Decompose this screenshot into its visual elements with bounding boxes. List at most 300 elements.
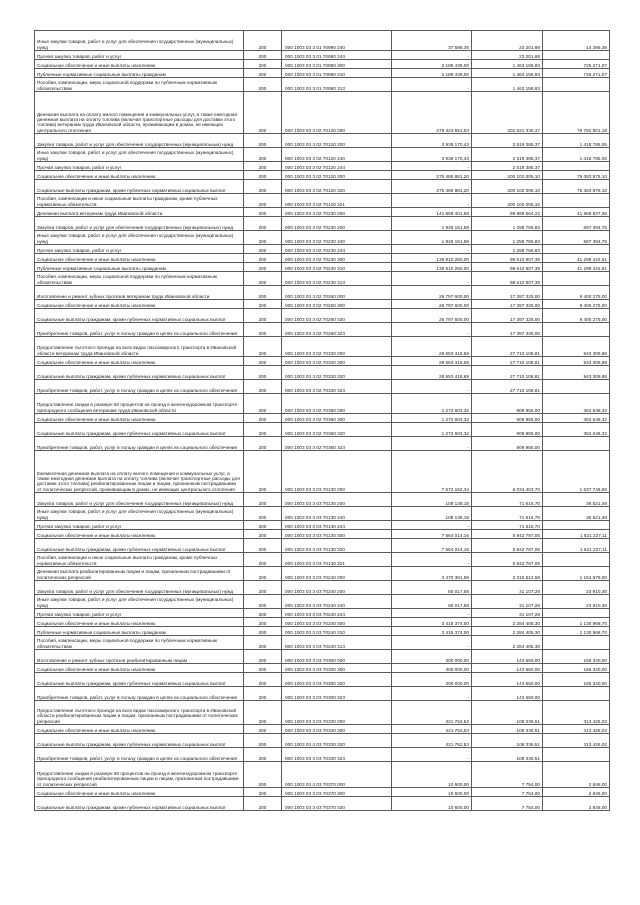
- row-rest-cell: 362 648,32: [543, 423, 610, 437]
- row-code-cell: 200: [244, 734, 282, 748]
- table-row: [35, 507, 610, 521]
- row-kbk-cell: 000 1003 03 3 01 70990 244: [282, 51, 392, 60]
- row-code-cell: 200: [244, 380, 282, 394]
- row-code-cell: 200: [244, 60, 282, 69]
- table-row: [35, 171, 610, 180]
- table-row: [35, 194, 610, 208]
- row-rest-cell: 156 340,00: [543, 650, 610, 664]
- row-rest-cell: 362 648,32: [543, 394, 610, 414]
- table-row: [35, 673, 610, 687]
- row-name-cell: Прочая закупка товаров, работ и услуг: [35, 245, 244, 254]
- row-name-cell: Иные закупки товаров, работ и услуг для обеспечения государственных (муниципальных) нужд: [35, 507, 244, 521]
- row-exec-cell: 1 463 158,93: [472, 69, 543, 78]
- table-row: [35, 725, 610, 734]
- table-row: [35, 254, 610, 263]
- row-kbk-cell: 000 1003 03 3 02 70360 320: [282, 423, 392, 437]
- row-name-cell: Приобретение товаров, работ, услуг в пользу граждан в целях их социального обеспечения: [35, 437, 244, 451]
- row-plan-cell: 10 600,00: [392, 797, 472, 811]
- row-kbk-cell: 000 1003 03 3 02 70120 240: [282, 148, 392, 162]
- row-code-cell: 200: [244, 217, 282, 231]
- row-kbk-cell: 000 1003 03 3 02 70260 320: [282, 309, 392, 323]
- row-plan-cell: 1 946 151,58: [392, 231, 472, 245]
- row-exec-cell: 27 710 108,81: [472, 380, 543, 394]
- row-name-cell: Прочая закупка товаров, работ и услуг: [35, 521, 244, 530]
- row-kbk-cell: 000 1003 03 3 03 70300 000: [282, 650, 392, 664]
- row-rest-cell: 9 400 275,00: [543, 300, 610, 309]
- row-name-cell: Социальные выплаты гражданам, кроме публичных нормативных социальных выплат: [35, 673, 244, 687]
- row-rest-cell: 41 968 837,36: [543, 208, 610, 217]
- row-plan-cell: 3 415 374,00: [392, 627, 472, 636]
- row-rest-cell: 2 846,00: [543, 788, 610, 797]
- row-kbk-cell: 000 1003 03 3 02 70230 200: [282, 217, 392, 231]
- row-code-cell: 200: [244, 171, 282, 180]
- row-plan-cell: 108 138,18: [392, 507, 472, 521]
- table-row: [35, 762, 610, 788]
- table-row: [35, 451, 610, 493]
- row-exec-cell: 7 754,00: [472, 788, 543, 797]
- row-code-cell: 200: [244, 650, 282, 664]
- row-code-cell: 200: [244, 423, 282, 437]
- row-exec-cell: 909 955,00: [472, 437, 543, 451]
- row-code-cell: 200: [244, 664, 282, 673]
- row-code-cell: 200: [244, 245, 282, 254]
- table-row: [35, 31, 610, 51]
- row-name-cell: Пособия, компенсации, меры социальной поддержки по публичным нормативным обязательствам: [35, 636, 244, 650]
- row-exec-cell: 17 397 325,00: [472, 309, 543, 323]
- row-exec-cell: 200 102 005,10: [472, 194, 543, 208]
- table-row: [35, 627, 610, 636]
- row-exec-cell: 98 610 807,39: [472, 272, 543, 286]
- row-code-cell: 200: [244, 254, 282, 263]
- row-kbk-cell: 000 1003 03 3 03 70300 300: [282, 664, 392, 673]
- row-kbk-cell: 000 1003 03 3 03 70240 240: [282, 595, 392, 609]
- row-rest-cell: 14 386,38: [543, 31, 610, 51]
- row-plan-cell: 28 653 418,69: [392, 366, 472, 380]
- row-plan-cell: -: [392, 245, 472, 254]
- table-row: [35, 734, 610, 748]
- row-name-cell: Публичные нормативные социальные выплаты гражданам: [35, 69, 244, 78]
- row-name-cell: Социальное обеспечение и иные выплаты населению: [35, 618, 244, 627]
- row-plan-cell: -: [392, 437, 472, 451]
- row-kbk-cell: 000 1003 03 3 03 70330 300: [282, 725, 392, 734]
- row-plan-cell: 2 189 439,00: [392, 69, 472, 78]
- row-name-cell: Иные закупки товаров, работ и услуг для обеспечения государственных (муниципальных) нужд: [35, 148, 244, 162]
- table-row: [35, 337, 610, 357]
- row-code-cell: 200: [244, 69, 282, 78]
- table-row: [35, 309, 610, 323]
- row-name-cell: Закупка товаров, работ и услуг для обеспечения государственных (муниципальных) нужд: [35, 217, 244, 231]
- row-code-cell: 200: [244, 539, 282, 553]
- row-code-cell: 200: [244, 748, 282, 762]
- row-rest-cell: 41 299 442,61: [543, 254, 610, 263]
- row-name-cell: Прочая закупка товаров, работ и услуг: [35, 609, 244, 618]
- row-name-cell: Социальное обеспечение и иные выплаты населению: [35, 357, 244, 366]
- row-exec-cell: 31 107,28: [472, 595, 543, 609]
- row-plan-cell: 300 000,00: [392, 650, 472, 664]
- row-kbk-cell: 000 1003 03 3 02 70120 000: [282, 92, 392, 134]
- row-exec-cell: 2 519 385,37: [472, 162, 543, 171]
- row-kbk-cell: 000 1003 03 3 03 70130 200: [282, 493, 392, 507]
- row-exec-cell: 2 519 385,37: [472, 134, 543, 148]
- row-plan-cell: 55 017,58: [392, 581, 472, 595]
- row-code-cell: 200: [244, 581, 282, 595]
- row-name-cell: Приобретение товаров, работ, услуг в пользу граждан в целях их социального обеспечения: [35, 380, 244, 394]
- row-rest-cell: 313 426,02: [543, 701, 610, 725]
- table-row: [35, 553, 610, 567]
- row-code-cell: 200: [244, 797, 282, 811]
- row-code-cell: 200: [244, 148, 282, 162]
- row-exec-cell: 1 258 756,83: [472, 231, 543, 245]
- row-exec-cell: 98 610 807,39: [472, 254, 543, 263]
- row-rest-cell: 1 621 227,11: [543, 530, 610, 539]
- row-plan-cell: 275 486 881,20: [392, 180, 472, 194]
- row-kbk-cell: 000 1003 03 3 02 70230 300: [282, 254, 392, 263]
- row-name-cell: Социальные выплаты гражданам, кроме публичных нормативных социальных выплат: [35, 180, 244, 194]
- row-kbk-cell: 000 1003 03 3 03 70370 320: [282, 797, 392, 811]
- row-plan-cell: 275 486 881,20: [392, 171, 472, 180]
- row-rest-cell: [543, 194, 610, 208]
- table-row: [35, 323, 610, 337]
- table-row: [35, 788, 610, 797]
- row-name-cell: Социальные выплаты гражданам, кроме публичных нормативных социальных выплат: [35, 423, 244, 437]
- row-kbk-cell: 000 1003 03 3 03 70330 320: [282, 734, 392, 748]
- row-plan-cell: 28 653 418,69: [392, 357, 472, 366]
- row-rest-cell: 2 846,00: [543, 762, 610, 788]
- row-code-cell: 200: [244, 162, 282, 171]
- row-exec-cell: 31 107,28: [472, 581, 543, 595]
- row-name-cell: Социальные выплаты гражданам, кроме публичных нормативных социальных выплат: [35, 309, 244, 323]
- row-rest-cell: 41 299 442,61: [543, 263, 610, 272]
- row-rest-cell: 726 271,07: [543, 69, 610, 78]
- row-rest-cell: 1 637 748,59: [543, 451, 610, 493]
- row-exec-cell: 1 258 756,83: [472, 245, 543, 254]
- row-kbk-cell: 000 1003 03 3 02 70120 321: [282, 194, 392, 208]
- row-name-cell: Изготовление и ремонт зубных протезов реабилитированным лицам: [35, 650, 244, 664]
- row-rest-cell: [543, 162, 610, 171]
- row-code-cell: 200: [244, 725, 282, 734]
- row-name-cell: Иные закупки товаров, работ и услуг для обеспечения государственных (муниципальных) нужд: [35, 231, 244, 245]
- table-row: [35, 701, 610, 725]
- row-rest-cell: [543, 380, 610, 394]
- row-exec-cell: 6 034 403,70: [472, 451, 543, 493]
- row-kbk-cell: 000 1003 03 3 03 70130 300: [282, 530, 392, 539]
- row-code-cell: 200: [244, 673, 282, 687]
- row-plan-cell: 7 672 152,34: [392, 451, 472, 493]
- table-row: [35, 664, 610, 673]
- row-name-cell: Социальное обеспечение и иные выплаты населению: [35, 664, 244, 673]
- row-plan-cell: 26 797 600,00: [392, 309, 472, 323]
- row-exec-cell: 5 942 787,05: [472, 539, 543, 553]
- row-code-cell: 200: [244, 78, 282, 92]
- row-exec-cell: 200 102 005,10: [472, 180, 543, 194]
- table-row: [35, 595, 610, 609]
- row-kbk-cell: 000 1003 03 3 02 70120 200: [282, 134, 392, 148]
- table-row: [35, 539, 610, 553]
- row-rest-cell: [543, 323, 610, 337]
- row-kbk-cell: 000 1003 03 3 02 70230 313: [282, 272, 392, 286]
- row-exec-cell: 23 201,98: [472, 51, 543, 60]
- row-exec-cell: 7 754,00: [472, 797, 543, 811]
- row-plan-cell: 37 588,36: [392, 31, 472, 51]
- row-code-cell: 200: [244, 180, 282, 194]
- row-plan-cell: 10 600,00: [392, 788, 472, 797]
- row-rest-cell: [543, 609, 610, 618]
- row-rest-cell: [543, 521, 610, 530]
- row-name-cell: Закупка товаров, работ и услуг для обеспечения государственных (муниципальных) нужд: [35, 134, 244, 148]
- row-name-cell: Социальные выплаты гражданам, кроме публичных нормативных социальных выплат: [35, 797, 244, 811]
- row-kbk-cell: 000 1003 03 3 02 70120 300: [282, 171, 392, 180]
- row-code-cell: 200: [244, 788, 282, 797]
- row-plan-cell: 1 272 603,32: [392, 394, 472, 414]
- row-kbk-cell: 000 1003 03 3 02 70230 310: [282, 263, 392, 272]
- row-kbk-cell: 000 1003 03 3 03 70370 000: [282, 762, 392, 788]
- row-name-cell: Пособия, компенсации, меры социальной поддержки по публичным нормативным обязательствам: [35, 272, 244, 286]
- row-plan-cell: -: [392, 194, 472, 208]
- row-kbk-cell: 000 1003 03 3 02 70320 300: [282, 357, 392, 366]
- row-code-cell: 200: [244, 31, 282, 51]
- row-exec-cell: 909 955,00: [472, 394, 543, 414]
- row-plan-cell: -: [392, 162, 472, 171]
- row-plan-cell: 10 600,00: [392, 762, 472, 788]
- table-row: [35, 636, 610, 650]
- row-exec-cell: 108 336,51: [472, 725, 543, 734]
- row-code-cell: 200: [244, 507, 282, 521]
- table-row: [35, 51, 610, 60]
- row-rest-cell: 1 154 879,00: [543, 567, 610, 581]
- row-exec-cell: 5 942 787,05: [472, 530, 543, 539]
- row-code-cell: 200: [244, 521, 282, 530]
- table-row: [35, 180, 610, 194]
- row-code-cell: 200: [244, 208, 282, 217]
- row-kbk-cell: 000 1003 03 3 02 70230 244: [282, 245, 392, 254]
- row-kbk-cell: 000 1003 03 3 03 70130 321: [282, 553, 392, 567]
- table-row: [35, 148, 610, 162]
- row-exec-cell: 31 107,28: [472, 609, 543, 618]
- row-exec-cell: 71 616,70: [472, 521, 543, 530]
- row-name-cell: Социальные выплаты гражданам, кроме публичных нормативных социальных выплат: [35, 734, 244, 748]
- row-exec-cell: 2 284 405,30: [472, 618, 543, 627]
- row-exec-cell: 27 710 108,81: [472, 357, 543, 366]
- row-rest-cell: 75 383 876,10: [543, 171, 610, 180]
- row-plan-cell: -: [392, 272, 472, 286]
- row-kbk-cell: 000 1003 03 3 03 70300 323: [282, 687, 392, 701]
- row-exec-cell: 17 397 325,00: [472, 286, 543, 300]
- row-plan-cell: 1 272 603,32: [392, 414, 472, 423]
- row-code-cell: 200: [244, 627, 282, 636]
- table-row: [35, 394, 610, 414]
- row-kbk-cell: 000 1003 03 3 03 70240 300: [282, 618, 392, 627]
- table-row: [35, 797, 610, 811]
- row-code-cell: 200: [244, 618, 282, 627]
- table-row: [35, 78, 610, 92]
- row-plan-cell: 1 946 151,58: [392, 217, 472, 231]
- table-row: [35, 286, 610, 300]
- row-exec-cell: 27 710 108,81: [472, 337, 543, 357]
- row-kbk-cell: 000 1003 03 3 03 70330 000: [282, 701, 392, 725]
- row-exec-cell: 98 610 807,39: [472, 263, 543, 272]
- row-code-cell: 200: [244, 286, 282, 300]
- row-code-cell: 200: [244, 231, 282, 245]
- row-plan-cell: 421 762,53: [392, 701, 472, 725]
- row-exec-cell: 108 336,51: [472, 701, 543, 725]
- row-code-cell: 200: [244, 323, 282, 337]
- row-name-cell: Предоставление льготного проезда на всех видах пассажирского транспорта в Ивановской области реабилитированным лицам и лицам, признанным пострадавшими от политических репрессий: [35, 701, 244, 725]
- row-code-cell: 200: [244, 414, 282, 423]
- row-rest-cell: [543, 78, 610, 92]
- row-exec-cell: 1 258 756,83: [472, 217, 543, 231]
- row-rest-cell: 687 394,75: [543, 217, 610, 231]
- row-code-cell: 200: [244, 134, 282, 148]
- table-row: [35, 300, 610, 309]
- row-kbk-cell: 000 1003 03 3 03 70240 244: [282, 609, 392, 618]
- table-row: [35, 423, 610, 437]
- row-name-cell: Социальные выплаты гражданам, кроме публичных нормативных социальных выплат: [35, 539, 244, 553]
- row-rest-cell: 943 309,88: [543, 337, 610, 357]
- row-rest-cell: 9 400 275,00: [543, 286, 610, 300]
- row-code-cell: 200: [244, 357, 282, 366]
- table-row: [35, 69, 610, 78]
- row-exec-cell: 99 889 564,22: [472, 208, 543, 217]
- row-kbk-cell: 000 1003 03 3 02 70320 320: [282, 366, 392, 380]
- row-plan-cell: -: [392, 380, 472, 394]
- row-plan-cell: 141 858 401,58: [392, 208, 472, 217]
- row-plan-cell: 26 797 600,00: [392, 300, 472, 309]
- row-name-cell: Приобретение товаров, работ, услуг в пользу граждан в целях их социального обеспечения: [35, 748, 244, 762]
- row-kbk-cell: 000 1003 03 3 03 70130 244: [282, 521, 392, 530]
- row-exec-cell: 2 315 512,58: [472, 567, 543, 581]
- row-rest-cell: 36 521,48: [543, 493, 610, 507]
- row-kbk-cell: 000 1003 03 3 01 70990 240: [282, 31, 392, 51]
- table-row: [35, 231, 610, 245]
- row-code-cell: 200: [244, 437, 282, 451]
- row-name-cell: Денежная выплата на оплату жилого помещения и коммунальных услуг, а также ежегодная денежная выплата на оплату топлива (включая транспортные расходы для доставки этого топлива) ветеранам труда Ивановской области, проживающим в домах, не имеющих центрального отопления: [35, 92, 244, 134]
- row-rest-cell: [543, 748, 610, 762]
- row-name-cell: Пособия, компенсации и иные социальные выплаты гражданам, кроме публичных нормативных обязательств: [35, 553, 244, 567]
- table-row: [35, 208, 610, 217]
- row-code-cell: 200: [244, 366, 282, 380]
- row-rest-cell: 313 426,02: [543, 725, 610, 734]
- row-plan-cell: 3 938 170,43: [392, 134, 472, 148]
- row-exec-cell: 2 284 405,30: [472, 627, 543, 636]
- table-row: [35, 687, 610, 701]
- row-rest-cell: 943 309,88: [543, 357, 610, 366]
- row-code-cell: 200: [244, 337, 282, 357]
- row-plan-cell: 7 564 014,16: [392, 539, 472, 553]
- row-kbk-cell: 000 1003 03 3 02 70230 240: [282, 231, 392, 245]
- row-rest-cell: 687 394,75: [543, 231, 610, 245]
- row-name-cell: Социальное обеспечение и иные выплаты населению: [35, 414, 244, 423]
- row-plan-cell: 1 272 603,32: [392, 423, 472, 437]
- row-name-cell: Социальное обеспечение и иные выплаты населению: [35, 60, 244, 69]
- row-code-cell: 200: [244, 194, 282, 208]
- row-exec-cell: 202 621 330,47: [472, 92, 543, 134]
- row-code-cell: 200: [244, 272, 282, 286]
- row-plan-cell: -: [392, 78, 472, 92]
- row-plan-cell: 139 910 250,00: [392, 263, 472, 272]
- row-kbk-cell: 000 1003 03 3 02 70230 000: [282, 208, 392, 217]
- row-code-cell: 200: [244, 701, 282, 725]
- row-rest-cell: 1 418 785,06: [543, 148, 610, 162]
- table-row: [35, 92, 610, 134]
- row-kbk-cell: 000 1003 03 3 03 70240 310: [282, 627, 392, 636]
- row-exec-cell: 143 660,00: [472, 664, 543, 673]
- row-code-cell: 200: [244, 567, 282, 581]
- table-row: [35, 650, 610, 664]
- row-plan-cell: 3 415 374,00: [392, 618, 472, 627]
- row-code-cell: 200: [244, 394, 282, 414]
- row-plan-cell: 55 017,58: [392, 595, 472, 609]
- row-exec-cell: 27 710 108,81: [472, 366, 543, 380]
- row-kbk-cell: 000 1003 03 3 02 70260 300: [282, 300, 392, 309]
- row-exec-cell: 108 336,51: [472, 734, 543, 748]
- table-row: [35, 493, 610, 507]
- row-name-cell: Иные закупки товаров, работ и услуг для обеспечения государственных (муниципальных) нужд: [35, 31, 244, 51]
- table-row: [35, 437, 610, 451]
- row-kbk-cell: 000 1003 03 3 01 70990 300: [282, 60, 392, 69]
- row-rest-cell: [543, 553, 610, 567]
- row-plan-cell: 26 797 600,00: [392, 286, 472, 300]
- row-plan-cell: 108 138,18: [392, 493, 472, 507]
- row-kbk-cell: 000 1003 03 3 01 70990 310: [282, 69, 392, 78]
- row-code-cell: 200: [244, 530, 282, 539]
- row-rest-cell: 76 782 801,18: [543, 92, 610, 134]
- budget-execution-table: [34, 30, 610, 811]
- row-name-cell: Приобретение товаров, работ, услуг в пользу граждан в целях их социального обеспечения: [35, 687, 244, 701]
- table-row: [35, 581, 610, 595]
- row-kbk-cell: 000 1003 03 3 03 70130 320: [282, 539, 392, 553]
- row-kbk-cell: 000 1003 03 3 02 70120 244: [282, 162, 392, 171]
- row-kbk-cell: 000 1003 03 3 03 70240 000: [282, 567, 392, 581]
- table-row: [35, 357, 610, 366]
- row-exec-cell: 108 336,51: [472, 748, 543, 762]
- row-name-cell: Социальное обеспечение и иные выплаты населению: [35, 254, 244, 263]
- row-code-cell: 200: [244, 451, 282, 493]
- row-name-cell: Денежная выплата реабилитированным лицам и лицам, признанным пострадавшими от политических репрессий: [35, 567, 244, 581]
- row-code-cell: 200: [244, 300, 282, 309]
- row-rest-cell: [543, 272, 610, 286]
- row-exec-cell: 2 284 405,30: [472, 636, 543, 650]
- row-name-cell: Предоставление скидки в размере 50 процентов на проезд в железнодорожном транспорте пригородного сообщения реабилитированным лицам и лицам, признанным пострадавшими от политических репрессий: [35, 762, 244, 788]
- row-kbk-cell: 000 1003 03 3 03 70240 200: [282, 581, 392, 595]
- row-name-cell: Социальное обеспечение и иные выплаты населению: [35, 530, 244, 539]
- row-name-cell: Прочая закупка товаров, работ и услуг: [35, 51, 244, 60]
- row-name-cell: Иные закупки товаров, работ и услуг для обеспечения государственных (муниципальных) нужд: [35, 595, 244, 609]
- row-name-cell: Прочая закупка товаров, работ и услуг: [35, 162, 244, 171]
- row-kbk-cell: 000 1003 03 3 01 70990 313: [282, 78, 392, 92]
- row-plan-cell: -: [392, 553, 472, 567]
- row-name-cell: Социальные выплаты гражданам, кроме публичных нормативных социальных выплат: [35, 366, 244, 380]
- row-rest-cell: 1 621 227,11: [543, 539, 610, 553]
- table-row: [35, 272, 610, 286]
- row-exec-cell: 71 616,70: [472, 493, 543, 507]
- row-name-cell: Денежная выплата ветеранам труда Ивановской области: [35, 208, 244, 217]
- row-code-cell: 200: [244, 687, 282, 701]
- row-kbk-cell: 000 1003 03 3 03 70370 300: [282, 788, 392, 797]
- row-plan-cell: 3 938 170,43: [392, 148, 472, 162]
- row-plan-cell: -: [392, 609, 472, 618]
- row-exec-cell: 909 955,00: [472, 414, 543, 423]
- row-name-cell: Социальное обеспечение и иные выплаты населению: [35, 300, 244, 309]
- row-rest-cell: 726 271,07: [543, 60, 610, 69]
- row-plan-cell: -: [392, 51, 472, 60]
- row-rest-cell: 2 846,00: [543, 797, 610, 811]
- row-plan-cell: 300 000,00: [392, 664, 472, 673]
- row-kbk-cell: 000 1003 03 3 03 70300 320: [282, 673, 392, 687]
- table-row: [35, 162, 610, 171]
- row-kbk-cell: 000 1003 03 3 02 70120 320: [282, 180, 392, 194]
- row-plan-cell: -: [392, 636, 472, 650]
- row-exec-cell: 909 955,00: [472, 423, 543, 437]
